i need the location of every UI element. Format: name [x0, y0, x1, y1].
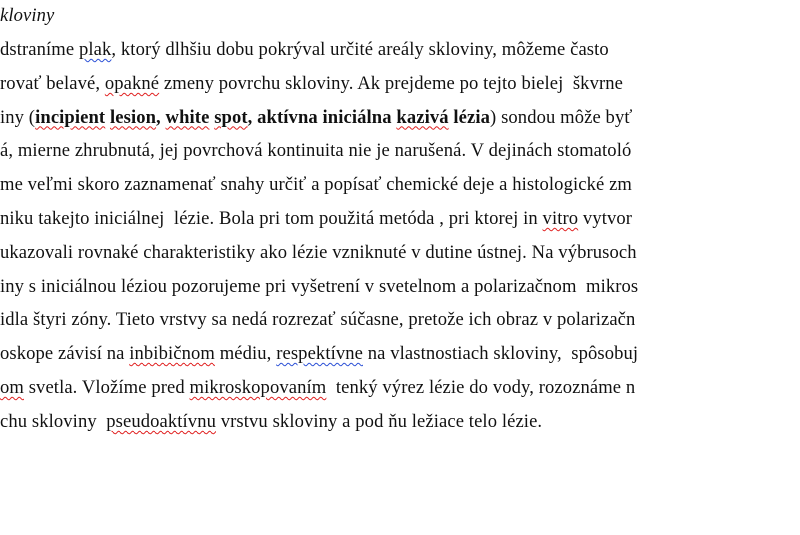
text-run: me veľmi skoro zaznamenať snahy určiť a popísať chemické deje a histologické zm	[0, 174, 632, 196]
paragraph-line	[0, 341, 638, 367]
spelling-flagged-word[interactable]: lesion	[109, 106, 157, 128]
paragraph-line	[0, 105, 632, 131]
spelling-flagged-word[interactable]: inbibičnom	[129, 343, 215, 365]
paragraph-line	[0, 307, 635, 333]
text-run: á, mierne zhrubnutá, jej povrchová kontinuita nie je narušená. V dejinách stomatoló	[0, 140, 632, 162]
section-heading: kloviny	[0, 5, 55, 26]
spelling-flagged-word[interactable]: mikroskopovaním	[189, 377, 327, 398]
text-run: vrstvu skloviny a pod ňu ležiace telo lézie.	[216, 410, 543, 432]
text-run: dstraníme	[0, 39, 79, 60]
spelling-flagged-word[interactable]: pseudoaktívnu	[106, 410, 216, 432]
spelling-flagged-word[interactable]: spot	[214, 106, 248, 128]
spelling-flagged-word[interactable]: om	[0, 377, 24, 398]
text-run: ukazovali rovnaké charakteristiky ako lézie vzniknuté v dutine ústnej. Na výbrusoch	[0, 241, 637, 263]
spelling-flagged-word[interactable]: vitro	[542, 208, 579, 229]
spelling-flagged-word[interactable]: white	[165, 106, 210, 128]
grammar-flagged-word[interactable]: plak	[78, 39, 112, 60]
spelling-flagged-word[interactable]: kazivá	[396, 106, 449, 128]
text-run: na vlastnostiach skloviny, spôsobuj	[363, 343, 639, 365]
text-run: vytvor	[578, 208, 633, 229]
text-run: idla štyri zóny. Tieto vrstvy sa nedá rozrezať súčasne, pretože ich obraz v polarizačn	[0, 309, 636, 331]
paragraph-line	[0, 274, 638, 300]
paragraph-line	[0, 206, 632, 232]
bold-term: , aktívna iniciálna	[247, 106, 397, 128]
paragraph-line	[0, 240, 637, 266]
spelling-flagged-word[interactable]: incipient	[35, 106, 106, 128]
paragraph-line	[0, 138, 631, 164]
text-run: oskope závisí na	[0, 343, 130, 365]
paragraph-line	[0, 37, 609, 63]
text-run: , ktorý dlhšiu dobu pokrýval určité areály skloviny, môžeme často	[111, 39, 609, 60]
text-run: médiu,	[214, 343, 277, 365]
grammar-flagged-word[interactable]: respektívne	[276, 343, 363, 365]
paragraph-line	[0, 375, 635, 401]
text-run: rovať belavé,	[0, 72, 105, 94]
text-run: iny s iniciálnou léziou pozorujeme pri vyšetrení v svetelnom a polarizačnom mikros	[0, 275, 639, 297]
paragraph-line	[0, 172, 632, 198]
text-run: iny (	[0, 106, 36, 128]
text-run: niku takejto iniciálnej lézie. Bola pri tom použitá metóda , pri ktorej in	[0, 208, 543, 229]
paragraph-line	[0, 409, 542, 435]
text-run: svetla. Vložíme pred	[23, 377, 190, 398]
paragraph-line	[0, 71, 623, 97]
text-run: zmeny povrchu skloviny. Ak prejdeme po tejto bielej škvrne	[159, 72, 624, 94]
text-run: tenký výrez lézie do vody, rozoznáme n	[326, 377, 636, 398]
spelling-flagged-word[interactable]: opakné	[104, 72, 160, 94]
text-run: chu skloviny	[0, 410, 107, 432]
text-run: ) sondou môže byť	[490, 106, 633, 128]
bold-term: lézia	[448, 106, 491, 128]
bold-term: ,	[156, 106, 166, 128]
